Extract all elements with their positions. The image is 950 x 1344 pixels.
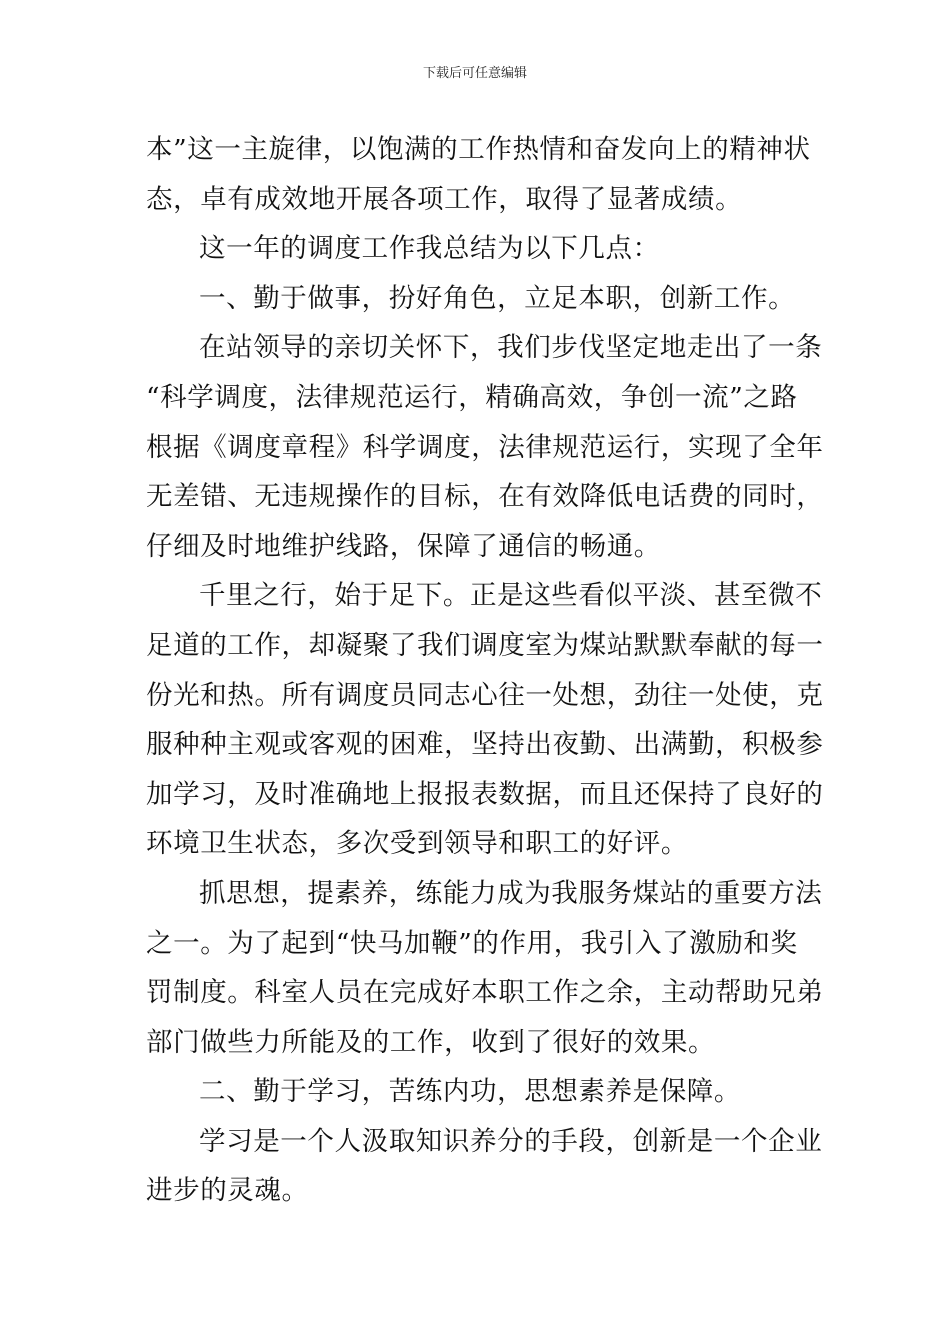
section-heading-2: 二、勤于学习，苦练内功，思想素养是保障。	[199, 1076, 741, 1108]
text-line: 千里之行，始于足下。正是这些看似平淡、甚至微不	[199, 580, 823, 612]
text-line: 抓思想，提素养，练能力成为我服务煤站的重要方法	[199, 877, 823, 909]
text-line: 足道的工作，却凝聚了我们调度室为煤站默默奉献的每一	[146, 629, 824, 661]
text-line: 根据《调度章程》科学调度，法律规范运行，实现了全年	[146, 431, 824, 463]
text-line: 服种种主观或客观的困难，坚持出夜勤、出满勤，积极参	[146, 729, 824, 761]
page-header-note: 下载后可任意编辑	[422, 66, 527, 81]
text-line: 学习是一个人汲取知识养分的手段，创新是一个企业	[199, 1125, 823, 1157]
text-line: 这一年的调度工作我总结为以下几点：	[199, 233, 660, 265]
text-line: 环境卫生状态，多次受到领导和职工的好评。	[146, 828, 688, 860]
document-body	[146, 125, 824, 1216]
text-line: “科学调度，法律规范运行，精确高效，争创一流”之路	[146, 381, 798, 413]
text-line: 本”这一主旋律，以饱满的工作热情和奋发向上的精神状	[146, 134, 811, 165]
text-line: 进步的灵魂。	[146, 1175, 309, 1207]
text-line: 份光和热。所有调度员同志心往一处想，劲往一处使，克	[146, 679, 824, 711]
text-line: 在站领导的亲切关怀下，我们步伐坚定地走出了一条	[199, 332, 823, 364]
text-line: 之一。为了起到“快马加鞭”的作用，我引入了激励和奖	[146, 927, 798, 959]
text-line: 无差错、无违规操作的目标，在有效降低电话费的同时，	[146, 481, 824, 513]
section-heading-1: 一、勤于做事，扮好角色，立足本职，创新工作。	[199, 282, 796, 314]
text-line: 罚制度。科室人员在完成好本职工作之余，主动帮助兄弟	[146, 977, 824, 1009]
text-line: 态，卓有成效地开展各项工作，取得了显著成绩。	[146, 183, 743, 215]
text-line: 仔细及时地维护线路，保障了通信的畅通。	[146, 530, 661, 562]
text-line: 部门做些力所能及的工作，收到了很好的效果。	[146, 1026, 716, 1058]
text-line: 加学习，及时准确地上报报表数据，而且还保持了良好的	[146, 778, 824, 810]
